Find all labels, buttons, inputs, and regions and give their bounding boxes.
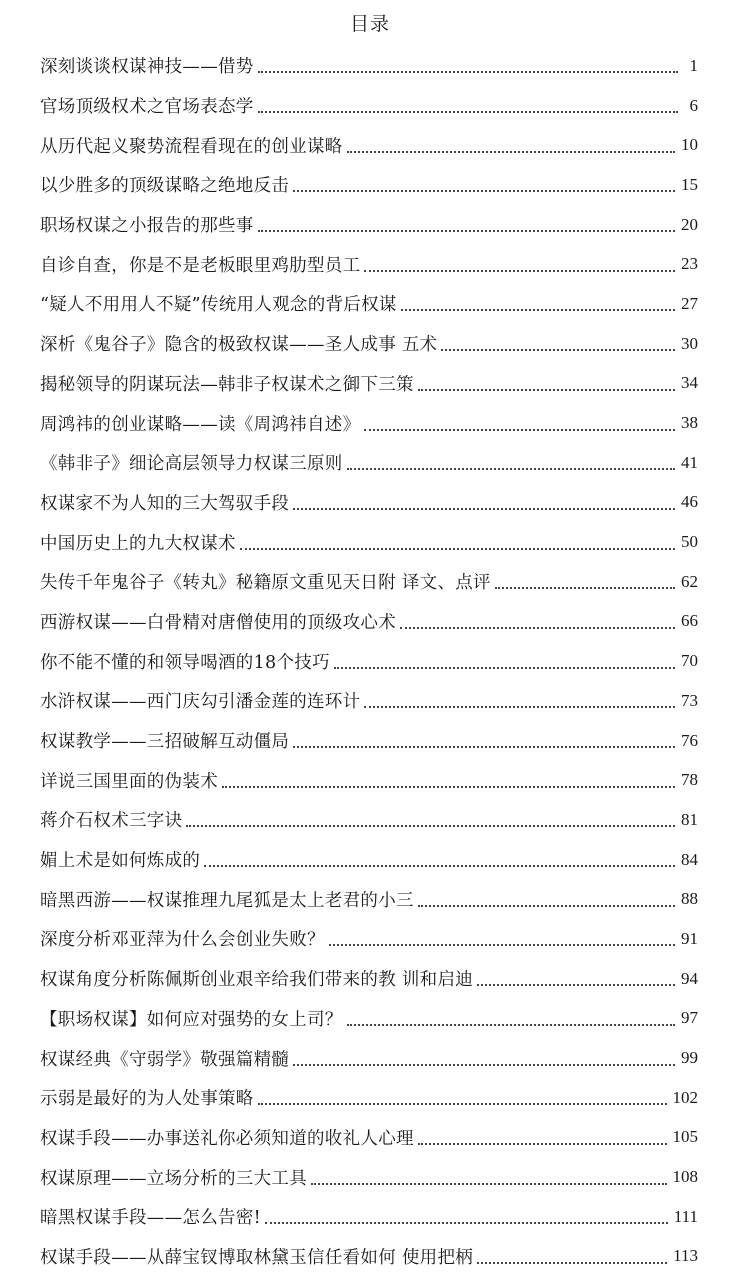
toc-entry-title: 权谋手段——从薛宝钗博取林黛玉信任看如何 使用把柄 bbox=[40, 1247, 474, 1268]
toc-entry[interactable] bbox=[40, 244, 698, 284]
toc-entry[interactable] bbox=[40, 1038, 698, 1078]
toc-entry-page-number: 34 bbox=[681, 373, 698, 393]
toc-entry-page-number: 102 bbox=[672, 1087, 698, 1107]
toc-entry[interactable] bbox=[40, 1157, 698, 1197]
toc-dot-leader bbox=[240, 547, 675, 550]
toc-entry[interactable] bbox=[40, 324, 698, 364]
toc-entry-title: 官场顶级权术之官场表态学 bbox=[40, 97, 254, 118]
toc-entry-page-number: 99 bbox=[681, 1048, 698, 1068]
toc-dot-leader bbox=[293, 189, 675, 192]
toc-entry[interactable] bbox=[40, 760, 698, 800]
toc-entry[interactable] bbox=[40, 284, 698, 324]
toc-entry-page-number: 20 bbox=[681, 214, 698, 234]
toc-entry-title: 深度分析邓亚萍为什么会创业失败？ bbox=[40, 930, 325, 951]
toc-entry-title: 蒋介石权术三字诀 bbox=[40, 811, 183, 832]
toc-entry-title: 《韩非子》细论高层领导力权谋三原则 bbox=[40, 454, 343, 475]
toc-entry[interactable] bbox=[40, 800, 698, 840]
toc-dot-leader bbox=[258, 1102, 667, 1105]
toc-entry-title: 权谋原理——立场分析的三大工具 bbox=[40, 1168, 307, 1189]
toc-entry-title: 权谋经典《守弱学》敬强篇精髓 bbox=[40, 1049, 290, 1070]
toc-entry-page-number: 111 bbox=[673, 1206, 698, 1226]
toc-title: 目录 bbox=[349, 13, 390, 35]
toc-dot-leader bbox=[258, 110, 678, 113]
toc-dot-leader bbox=[186, 824, 675, 827]
toc-entry[interactable] bbox=[40, 443, 698, 483]
toc-dot-leader bbox=[347, 150, 675, 153]
toc-dot-leader bbox=[222, 785, 675, 788]
toc-entry-page-number: 38 bbox=[681, 413, 698, 433]
toc-entry-title: 暗黑西游——权谋推理九尾狐是太上老君的小三 bbox=[40, 890, 414, 911]
toc-entry-page-number: 105 bbox=[672, 1127, 698, 1147]
toc-dot-leader bbox=[347, 467, 675, 470]
toc-entry-title: 深刻谈谈权谋神技——借势 bbox=[40, 57, 254, 78]
toc-dot-leader bbox=[418, 904, 675, 907]
toc-list bbox=[40, 46, 698, 1276]
toc-entry-title: 权谋手段——办事送礼你必须知道的收礼人心理 bbox=[40, 1128, 414, 1149]
toc-entry-page-number: 62 bbox=[681, 571, 698, 591]
toc-entry-page-number: 81 bbox=[681, 809, 698, 829]
toc-dot-leader bbox=[477, 983, 675, 986]
toc-entry-page-number: 10 bbox=[681, 135, 698, 155]
toc-entry[interactable] bbox=[40, 919, 698, 959]
toc-entry-page-number: 23 bbox=[681, 254, 698, 274]
toc-entry[interactable] bbox=[40, 959, 698, 999]
toc-dot-leader bbox=[364, 705, 675, 708]
toc-dot-leader bbox=[418, 388, 675, 391]
toc-entry-title: “疑人不用用人不疑”传统用人观念的背后权谋 bbox=[40, 295, 397, 316]
toc-entry[interactable] bbox=[40, 681, 698, 721]
toc-dot-leader bbox=[495, 586, 675, 589]
toc-dot-leader bbox=[258, 229, 675, 232]
toc-entry[interactable] bbox=[40, 86, 698, 126]
toc-entry-page-number: 41 bbox=[681, 452, 698, 472]
toc-entry-page-number: 108 bbox=[672, 1167, 698, 1187]
toc-dot-leader bbox=[400, 626, 675, 629]
toc-entry-page-number: 78 bbox=[681, 770, 698, 790]
toc-entry-page-number: 88 bbox=[681, 889, 698, 909]
toc-dot-leader bbox=[258, 70, 678, 73]
toc-entry[interactable] bbox=[40, 562, 698, 602]
toc-dot-leader bbox=[311, 1182, 667, 1185]
toc-entry-title: 职场权谋之小报告的那些事 bbox=[40, 216, 254, 237]
toc-dot-leader bbox=[347, 1023, 675, 1026]
toc-entry[interactable] bbox=[40, 403, 698, 443]
toc-entry-title: 暗黑权谋手段——怎么告密! bbox=[40, 1208, 261, 1229]
toc-dot-leader bbox=[293, 745, 675, 748]
toc-entry[interactable] bbox=[40, 879, 698, 919]
toc-dot-leader bbox=[329, 943, 675, 946]
toc-dot-leader bbox=[364, 428, 675, 431]
toc-entry[interactable] bbox=[40, 125, 698, 165]
toc-entry-page-number: 1 bbox=[689, 55, 698, 75]
toc-entry-page-number: 66 bbox=[681, 611, 698, 631]
toc-entry-page-number: 30 bbox=[681, 333, 698, 353]
toc-dot-leader bbox=[477, 1261, 667, 1264]
toc-entry[interactable] bbox=[40, 641, 698, 681]
toc-entry[interactable] bbox=[40, 1118, 698, 1158]
toc-entry[interactable] bbox=[40, 721, 698, 761]
toc-entry-title: 以少胜多的顶级谋略之绝地反击 bbox=[40, 176, 290, 197]
toc-entry-page-number: 97 bbox=[681, 1008, 698, 1028]
toc-entry[interactable] bbox=[40, 165, 698, 205]
toc-entry-page-number: 91 bbox=[681, 928, 698, 948]
toc-entry[interactable] bbox=[40, 1237, 698, 1277]
toc-dot-leader bbox=[401, 308, 675, 311]
toc-entry-title: 详说三国里面的伪装术 bbox=[40, 771, 218, 792]
toc-entry-page-number: 6 bbox=[689, 95, 698, 115]
toc-entry-title: 中国历史上的九大权谋术 bbox=[40, 533, 236, 554]
toc-entry-title: 水浒权谋——西门庆勾引潘金莲的连环计 bbox=[40, 692, 361, 713]
toc-entry[interactable] bbox=[40, 1197, 698, 1237]
toc-entry-title: 失传千年鬼谷子《转丸》秘籍原文重见天日附 译文、点评 bbox=[40, 573, 491, 594]
toc-entry-page-number: 15 bbox=[681, 174, 698, 194]
toc-entry-title: 权谋角度分析陈佩斯创业艰辛给我们带来的教 训和启迪 bbox=[40, 970, 474, 991]
toc-dot-leader bbox=[204, 864, 675, 867]
toc-dot-leader bbox=[265, 1221, 668, 1224]
toc-entry[interactable] bbox=[40, 522, 698, 562]
toc-entry-page-number: 84 bbox=[681, 849, 698, 869]
toc-entry-title: 周鸿祎的创业谋略——读《周鸿祎自述》 bbox=[40, 414, 361, 435]
toc-entry-page-number: 113 bbox=[673, 1246, 698, 1266]
toc-entry[interactable] bbox=[40, 840, 698, 880]
toc-entry-title: 权谋家不为人知的三大驾驭手段 bbox=[40, 493, 290, 514]
toc-entry-page-number: 73 bbox=[681, 690, 698, 710]
toc-entry-page-number: 27 bbox=[681, 293, 698, 313]
toc-entry-page-number: 50 bbox=[681, 532, 698, 552]
toc-dot-leader bbox=[364, 269, 675, 272]
toc-entry-title: 示弱是最好的为人处事策略 bbox=[40, 1089, 254, 1110]
toc-entry-title: 深析《鬼谷子》隐含的极致权谋——圣人成事 五术 bbox=[40, 335, 438, 356]
toc-entry[interactable] bbox=[40, 999, 698, 1039]
toc-entry[interactable] bbox=[40, 46, 698, 86]
toc-dot-leader bbox=[418, 1142, 667, 1145]
toc-entry-title: 西游权谋——白骨精对唐僧使用的顶级攻心术 bbox=[40, 612, 396, 633]
toc-entry-page-number: 76 bbox=[681, 730, 698, 750]
toc-entry-title: 权谋教学——三招破解互动僵局 bbox=[40, 732, 290, 753]
toc-entry-title: 【职场权谋】如何应对强势的女上司？ bbox=[40, 1009, 343, 1030]
toc-dot-leader bbox=[441, 348, 675, 351]
toc-entry[interactable] bbox=[40, 602, 698, 642]
toc-entry-title: 媚上术是如何炼成的 bbox=[40, 851, 201, 872]
toc-dot-leader bbox=[293, 507, 675, 510]
toc-dot-leader bbox=[293, 1063, 675, 1066]
toc-entry-page-number: 46 bbox=[681, 492, 698, 512]
toc-entry-title: 从历代起义聚势流程看现在的创业谋略 bbox=[40, 136, 343, 157]
toc-entry-title: 揭秘领导的阴谋玩法—韩非子权谋术之御下三策 bbox=[40, 374, 414, 395]
toc-entry-page-number: 70 bbox=[681, 651, 698, 671]
toc-dot-leader bbox=[334, 666, 675, 669]
toc-entry[interactable] bbox=[40, 364, 698, 404]
toc-entry-page-number: 94 bbox=[681, 968, 698, 988]
toc-entry[interactable] bbox=[40, 483, 698, 523]
toc-entry-title: 自诊自查，你是不是老板眼里鸡肋型员工 bbox=[40, 255, 361, 276]
toc-entry[interactable] bbox=[40, 205, 698, 245]
toc-entry-title: 你不能不懂的和领导喝酒的18个技巧 bbox=[40, 652, 330, 673]
toc-entry[interactable] bbox=[40, 1078, 698, 1118]
